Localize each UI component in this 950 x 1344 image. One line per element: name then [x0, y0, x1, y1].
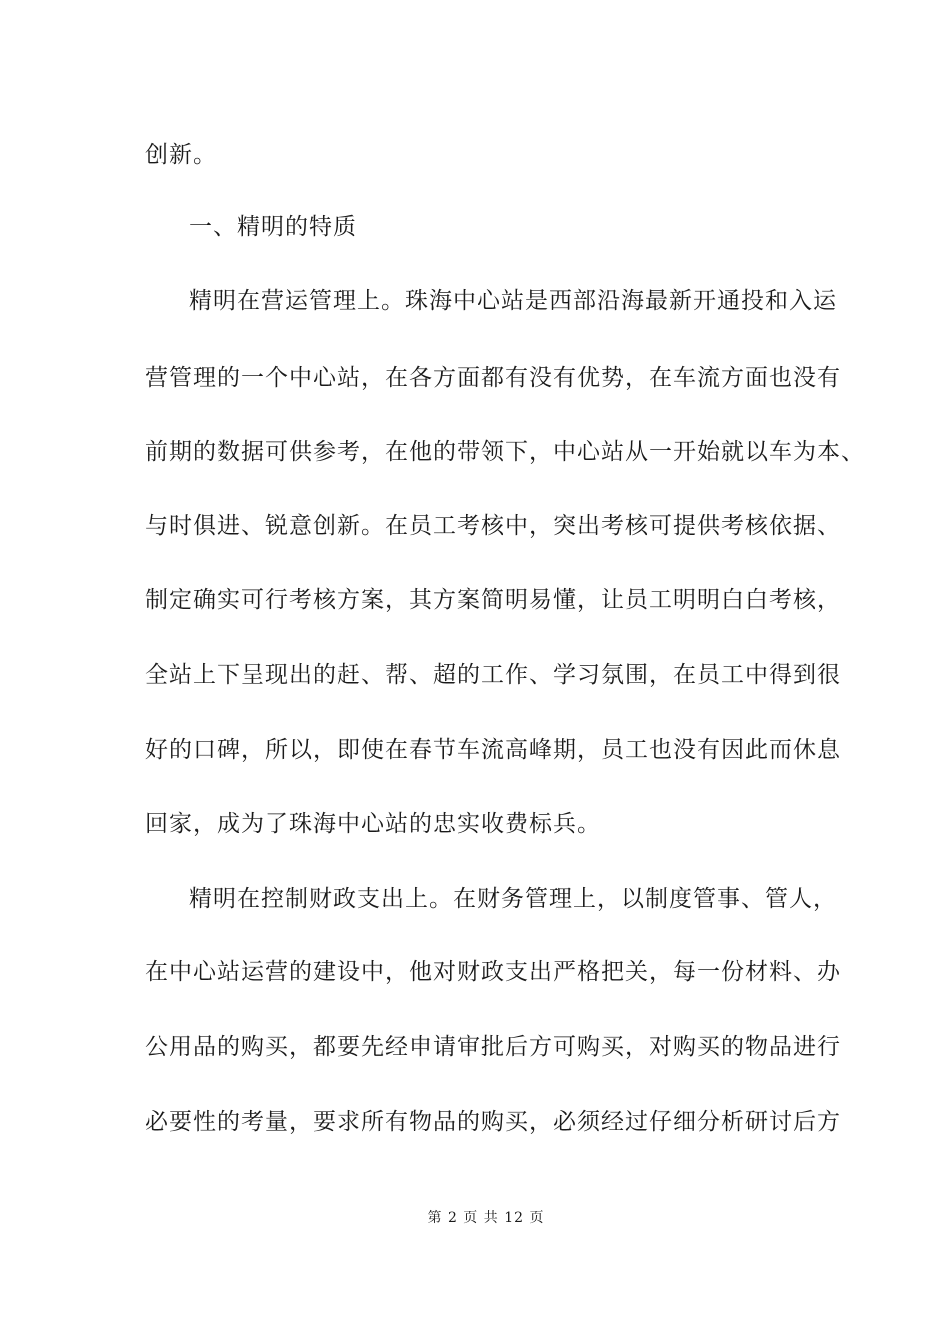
page-number-footer: 第 2 页 共 12 页	[427, 1210, 545, 1226]
paragraph-line: 营管理的一个中心站，在各方面都有没有优势，在车流方面也没有	[145, 365, 841, 391]
paragraph-line: 好的口碑，所以，即使在春节车流高峰期，员工也没有因此而休息	[145, 737, 841, 763]
paragraph-line: 创新。	[145, 142, 217, 168]
paragraph-line: 制定确实可行考核方案，其方案简明易懂，让员工明明白白考核，	[145, 587, 841, 613]
paragraph-line: 精明在控制财政支出上。在财务管理上，以制度管事、管人，	[189, 886, 837, 912]
paragraph-line: 公用品的购买，都要先经申请审批后方可购买，对购买的物品进行	[145, 1034, 841, 1060]
paragraph-line: 在中心站运营的建设中，他对财政支出严格把关，每一份材料、办	[145, 959, 841, 985]
paragraph-line: 精明在营运管理上。珠海中心站是西部沿海最新开通投和入运	[189, 288, 837, 314]
paragraph-line: 前期的数据可供参考，在他的带领下，中心站从一开始就以车为本、	[145, 439, 865, 465]
paragraph-line: 回家，成为了珠海中心站的忠实收费标兵。	[145, 811, 601, 837]
paragraph-line: 必要性的考量，要求所有物品的购买，必须经过仔细分析研讨后方	[145, 1109, 841, 1135]
paragraph-line: 与时俱进、锐意创新。在员工考核中，突出考核可提供考核依据、	[145, 513, 841, 539]
section-heading: 一、精明的特质	[189, 214, 357, 240]
paragraph-line: 全站上下呈现出的赶、帮、超的工作、学习氛围，在员工中得到很	[145, 662, 841, 688]
